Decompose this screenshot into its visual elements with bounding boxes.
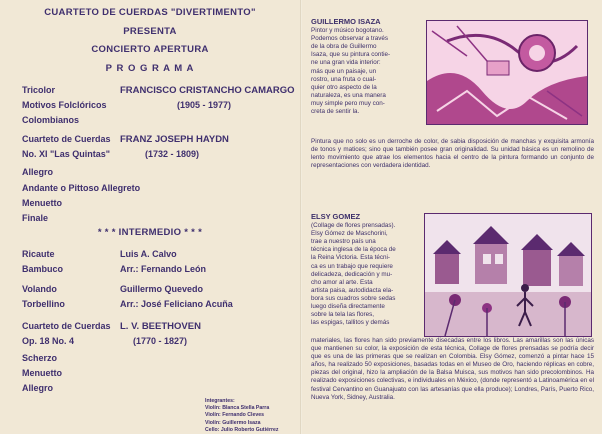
bio-line: bora sus cuadros sobre sedas	[311, 294, 396, 302]
bio-line: ne una gran vida interior:	[311, 59, 381, 67]
isaza-artwork	[426, 20, 588, 125]
bio-line: sobre la tela las flores,	[311, 311, 374, 319]
artists-panel	[302, 0, 602, 434]
work-title: Colombianos	[22, 115, 80, 125]
bio-line: Podemos observar a través	[311, 35, 388, 43]
isaza-painting-image	[427, 21, 587, 124]
bio-line: más que un paisaje, un	[311, 67, 377, 75]
movement: Menuetto	[22, 198, 62, 208]
composer-dates: (1770 - 1827)	[133, 336, 188, 346]
work-title: Volando	[22, 284, 57, 294]
bio-line: creta de sentir la.	[311, 108, 360, 116]
work-title: Cuarteto de Cuerdas	[22, 134, 111, 144]
arranger-name: Arr.: José Feliciano Acuña	[120, 299, 233, 309]
composer-dates: (1905 - 1977)	[177, 100, 232, 110]
artist-bio-gomez	[311, 213, 423, 327]
arranger-name: Arr.: Fernando León	[120, 264, 207, 274]
composer-name: FRANZ JOSEPH HAYDN	[120, 134, 229, 145]
work-title: Torbellino	[22, 299, 65, 309]
presents-label: PRESENTA	[123, 26, 177, 37]
ensemble-credits	[205, 398, 279, 434]
work-title: Bambuco	[22, 264, 64, 274]
work-title: Ricaute	[22, 249, 55, 259]
credit-line: Violín: Blanca Stella Parra	[205, 405, 270, 412]
composer-name: Guillermo Quevedo	[120, 284, 204, 294]
gomez-artwork	[424, 213, 592, 337]
work-title: Motivos Folclóricos	[22, 100, 107, 110]
credit-line: Cello: Julio Roberto Gutiérrez	[205, 426, 279, 433]
composer-name: Luis A. Calvo	[120, 249, 177, 259]
ensemble-name: CUARTETO DE CUERDAS "DIVERTIMENTO"	[44, 7, 256, 18]
bio-line: trae a nuestro país una	[311, 238, 376, 246]
credit-line: Violín: Fernando Cleves	[205, 412, 264, 419]
artist-bio-isaza	[311, 18, 427, 116]
bio-line: luego diseña directamente	[311, 303, 385, 311]
movement: Andante o Pittoso Allegreto	[22, 183, 141, 193]
bio-line: Isaza, que su pintura contie-	[311, 51, 391, 59]
bio-line: naturaleza, es una manera	[311, 91, 386, 99]
bio-line: (Collage de flores prensadas).	[311, 222, 396, 230]
bio-line: quier otro aspecto de la	[311, 83, 377, 91]
movement: Allegro	[22, 167, 54, 177]
movement: Scherzo	[22, 353, 58, 363]
concert-title: CONCIERTO APERTURA	[91, 44, 209, 55]
movement: Finale	[22, 213, 49, 223]
gomez-description: materiales, las flores han sido previamente disecadas entre los libros. Las amarillas son las únicas que mantienen su color, la exposición de esta técnica, Collage de flores prensadas se podría decir que es una de las primeras que se realizan en Colombia. Elsy Gómez, comenzó a pintar hace 15 años, ha realizado 50 exposiciones, basadas todas en el Museo de Oro, haciendo réplicas en cobre, piezas del original, hizo la ampliación de la Balsa Muisca, sus motivos han sido precolombinos. Ha realizado exposiciones colectivas, e individuales en México, (donde representó a Latinoamérica en el festival Cervantino en Guanajuato con las artesanías que ella produce); Londres, París, Puerto Rico, Nueva York, Sidney, Australia.	[311, 337, 594, 401]
bio-line: rostro, una fruta o cual-	[311, 75, 377, 83]
bio-line: cho amor al arte. Esta	[311, 278, 373, 286]
program-heading: P R O G R A M A	[105, 63, 195, 74]
work-title: Cuarteto de Cuerdas	[22, 321, 111, 331]
movement: Menuetto	[22, 368, 62, 378]
bio-line: las espigas, tallitos y demás	[311, 319, 390, 327]
bio-line: delicadeza, dedicación y mu-	[311, 270, 393, 278]
artist-name: GUILLERMO ISAZA	[311, 17, 381, 26]
composer-dates: (1732 - 1809)	[145, 149, 200, 159]
bio-line: Elsy Gómez de Maschorini,	[311, 230, 388, 238]
movement: Allegro	[22, 383, 54, 393]
intermission-label: * * * INTERMEDIO * * *	[97, 227, 203, 238]
program-panel	[0, 0, 300, 434]
bio-line: Pintor y músico bogotano.	[311, 27, 384, 35]
bio-line: la Reina Victoria. Esta técni-	[311, 254, 390, 262]
composer-name: FRANCISCO CRISTANCHO CAMARGO	[120, 85, 295, 96]
work-title: Op. 18 No. 4	[22, 336, 75, 346]
credit-line: Violín: Guillermo Isaza	[205, 419, 261, 426]
work-title: No. XI "Las Quintas"	[22, 149, 111, 159]
artist-name: ELSY GOMEZ	[311, 212, 361, 221]
bio-line: ca es un trabajo que requiere	[311, 262, 393, 270]
bio-line: de la obra de Guillermo	[311, 43, 377, 51]
work-title: Tricolor	[22, 85, 56, 95]
bio-line: artista paisa, autodidacta ela-	[311, 286, 394, 294]
isaza-description: Pintura que no solo es un derroche de color, de sabia disposición de manchas y exquisita armonía de tonos y matices; sino que también posee gran originalidad. Su unidad básica es un remolino de lento movimiento que atrae los elementos hacia el centro de la pintura formando un conjunto de representaciones con verdadera identidad.	[311, 138, 594, 170]
gomez-collage-image	[425, 214, 591, 336]
credits-heading: Integrantes:	[205, 398, 235, 404]
bio-line: técnica inglesa de la época de	[311, 246, 396, 254]
bio-line: muy simple pero muy con-	[311, 99, 385, 107]
composer-name: L. V. BEETHOVEN	[120, 321, 201, 332]
